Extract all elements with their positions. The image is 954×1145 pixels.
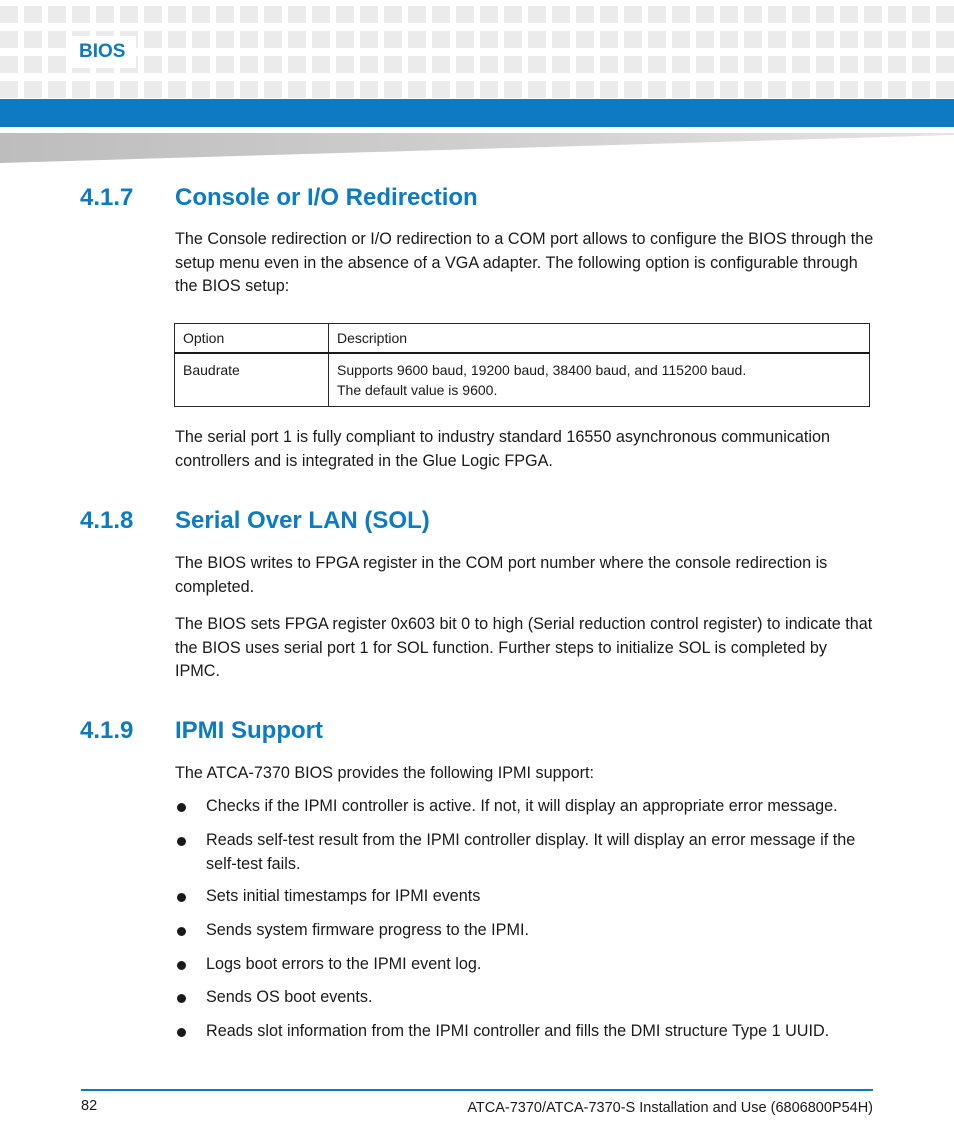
list-item-text: Logs boot errors to the IPMI event log. [206,955,482,973]
bullet-icon [177,927,186,936]
list-item-text: Sends system firmware progress to the IPMI. [206,921,529,939]
section-title: Console or I/O Redirection [175,184,478,211]
bullet-icon [177,1028,186,1037]
options-table [174,323,870,407]
header-chapter-label: BIOS [79,41,126,62]
header-blue-bar [0,99,954,127]
list-item-text: Reads slot information from the IPMI controller and fills the DMI structure Type 1 UUID. [206,1022,830,1040]
description-line: Supports 9600 baud, 19200 baud, 38400 baud, and 115200 baud. [337,362,747,378]
table-cell-option: Baudrate [175,353,329,407]
list-item-text: Sets initial timestamps for IPMI events [206,887,481,905]
list-item-text: Checks if the IPMI controller is active. If not, it will display an appropriate error message. [206,797,838,815]
section-number: 4.1.7 [80,184,134,211]
table-cell-description [329,353,870,407]
section-number: 4.1.8 [80,507,134,534]
bullet-icon [177,893,186,902]
page-number: 82 [81,1098,98,1114]
table-header-description: Description [329,324,870,354]
paragraph-console-intro: The Console redirection or I/O redirection to a COM port allows to configure the BIOS through the setup menu even in the absence of a VGA adapter. The following option is configurable through the BIOS setup: [175,230,874,295]
section-title: IPMI Support [175,717,323,744]
paragraph-serial-port: The serial port 1 is fully compliant to industry standard 16550 asynchronous communication controllers and is integrated in the Glue Logic FPGA. [175,428,831,470]
bullet-icon [177,803,186,812]
list-item-text: Reads self-test result from the IPMI controller display. It will display an error message if the self-test fails. [206,831,856,873]
header-gray-wedge [0,133,954,163]
paragraph-sol-1: The BIOS writes to FPGA register in the COM port number where the console redirection is completed. [175,554,828,596]
footer-rule [81,1089,873,1091]
paragraph-ipmi-intro: The ATCA-7370 BIOS provides the following IPMI support: [175,764,594,782]
table-header-option: Option [175,324,329,354]
list-item-text: Sends OS boot events. [206,988,373,1006]
bullet-icon [177,961,186,970]
section-number: 4.1.9 [80,717,134,744]
bullet-icon [177,837,186,846]
document-title: ATCA-7370/ATCA-7370-S Installation and Use (6806800P54H) [467,1100,873,1116]
bullet-icon [177,994,186,1003]
table-row [175,353,870,407]
table-header-row [175,324,870,354]
description-line: The default value is 9600. [337,382,498,398]
section-title: Serial Over LAN (SOL) [175,507,430,534]
header-pattern [0,0,954,98]
paragraph-sol-2: The BIOS sets FPGA register 0x603 bit 0 to high (Serial reduction control register) to indicate that the BIOS uses serial port 1 for SOL function. Further steps to initialize SOL is completed by IPMC. [175,615,873,680]
